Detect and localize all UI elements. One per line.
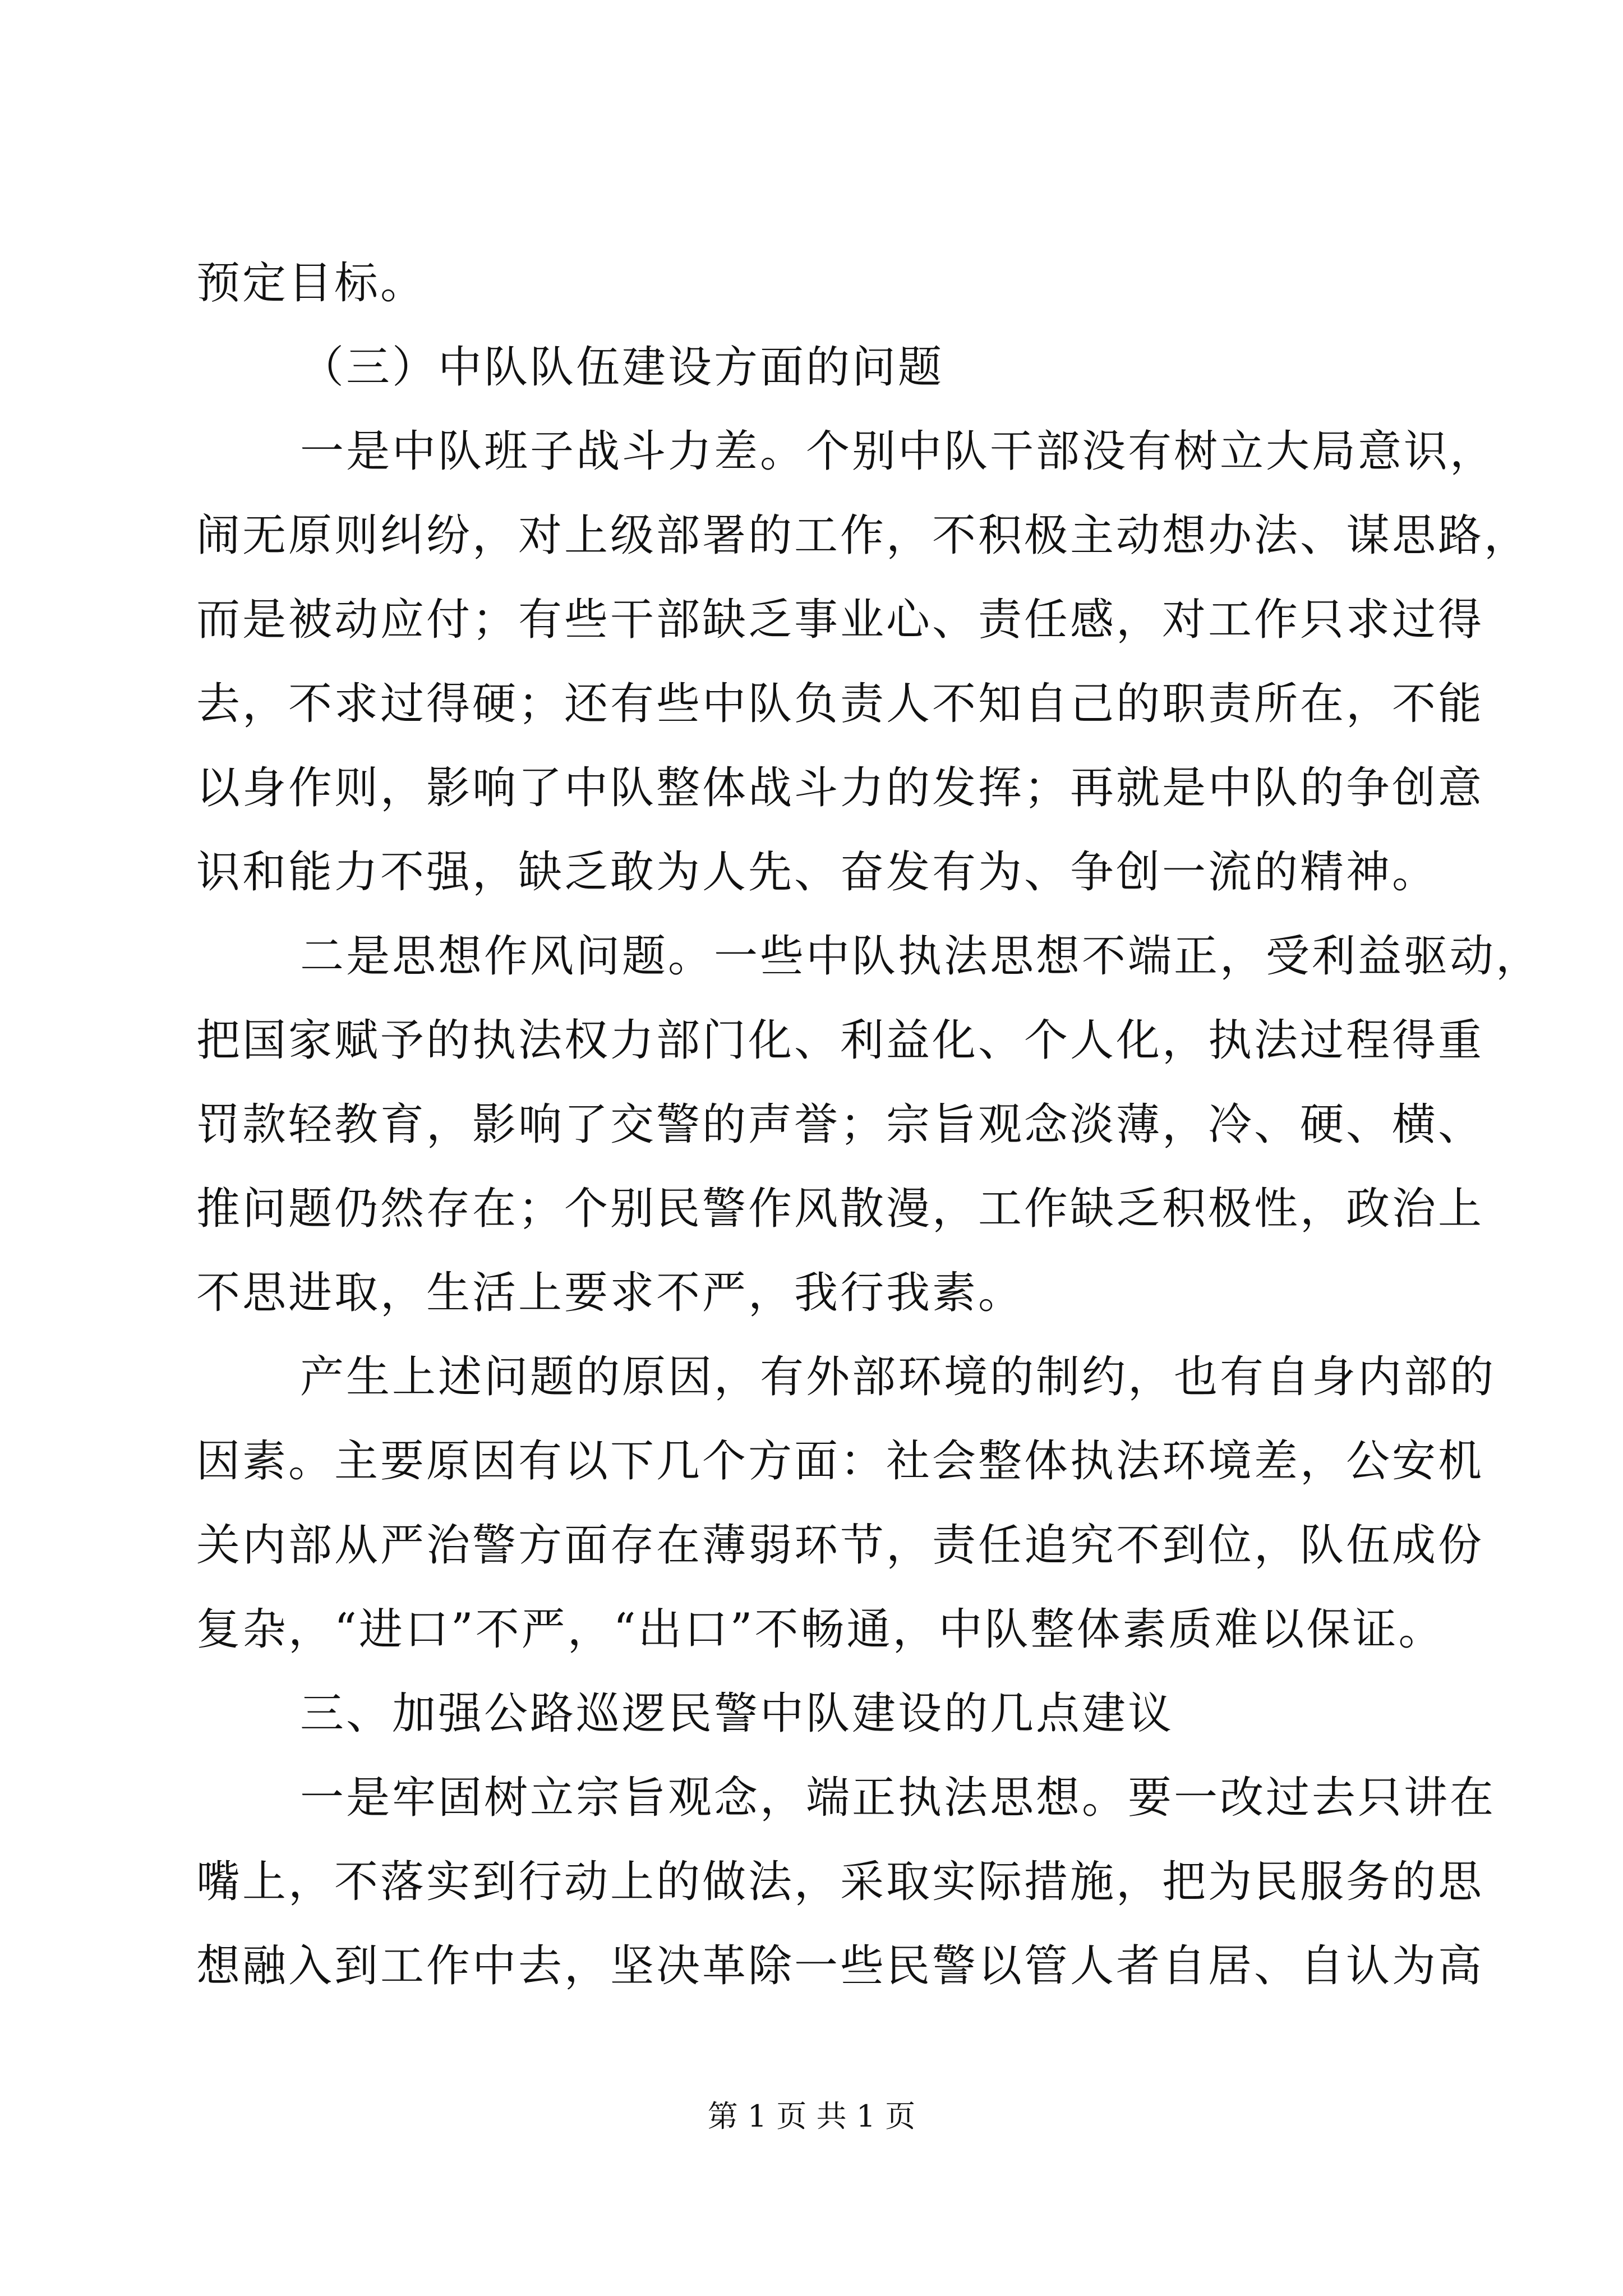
- text-line: 把国家赋予的执法权力部门化、利益化、个人化，执法过程得重: [196, 1015, 1484, 1066]
- text-line: 闹无原则纠纷，对上级部署的工作，不积极主动想办法、谋思路，: [196, 510, 1530, 561]
- text-line: 预定目标。: [196, 258, 427, 309]
- text-line: 一是牢固树立宗旨观念，端正执法思想。要一改过去只讲在: [300, 1773, 1496, 1823]
- text-line: 识和能力不强，缺乏敢为人先、奋发有为、争创一流的精神。: [196, 847, 1438, 898]
- text-line: 关内部从严治警方面存在薄弱环节，责任追究不到位，队伍成份: [196, 1520, 1484, 1571]
- text-line: 而是被动应付；有些干部缺乏事业心、责任感，对工作只求过得: [196, 595, 1484, 645]
- text-line: 嘴上，不落实到行动上的做法，采取实际措施，把为民服务的思: [196, 1857, 1484, 1907]
- text-line: 以身作则，影响了中队整体战斗力的发挥；再就是中队的争创意: [196, 763, 1484, 813]
- section-heading: 三、加强公路巡逻民警中队建设的几点建议: [300, 1688, 1174, 1739]
- text-line: 罚款轻教育，影响了交警的声誉；宗旨观念淡薄，冷、硬、横、: [196, 1099, 1484, 1150]
- section-heading: （三）中队队伍建设方面的问题: [300, 342, 944, 393]
- text-line: 二是思想作风问题。一些中队执法思想不端正，受利益驱动，: [300, 931, 1542, 982]
- text-line: 去，不求过得硬；还有些中队负责人不知自己的职责所在，不能: [196, 679, 1484, 729]
- text-line: 产生上述问题的原因，有外部环境的制约，也有自身内部的: [300, 1352, 1496, 1402]
- text-line: 因素。主要原因有以下几个方面：社会整体执法环境差，公安机: [196, 1436, 1484, 1487]
- text-line: 复杂，“进口”不严，“出口”不畅通，中队整体素质难以保证。: [196, 1604, 1445, 1655]
- text-line: 推问题仍然存在；个别民警作风散漫，工作缺乏积极性，政治上: [196, 1184, 1484, 1234]
- text-line: 不思进取，生活上要求不严，我行我素。: [196, 1268, 1025, 1318]
- text-line: 想融入到工作中去，坚决革除一些民警以管人者自居、自认为高: [196, 1941, 1484, 1991]
- page-footer: 第 1 页 共 1 页: [707, 2099, 916, 2134]
- text-line: 一是中队班子战斗力差。个别中队干部没有树立大局意识，: [300, 426, 1496, 477]
